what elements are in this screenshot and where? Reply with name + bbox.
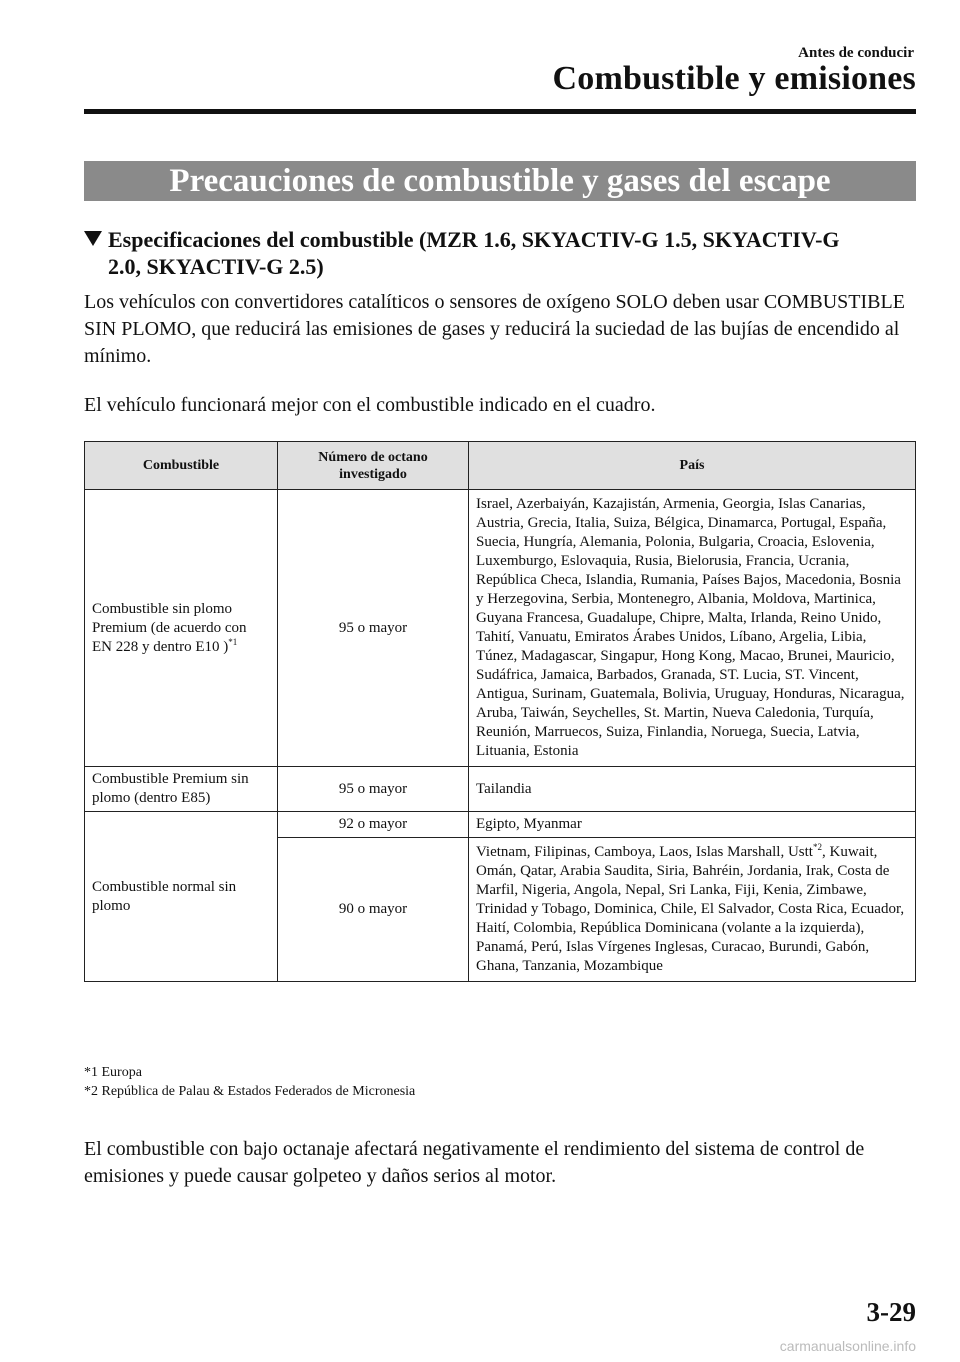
- footnote-ref: *2: [812, 842, 822, 852]
- footnotes: [84, 1063, 415, 1101]
- subheading: [84, 226, 916, 280]
- octane-cell: 92 o mayor: [278, 812, 469, 838]
- fuel-spec-table: [84, 441, 916, 982]
- countries-cell: Israel, Azerbaiyán, Kazajistán, Armenia, Georgia, Islas Canarias, Austria, Grecia, Italia, Suiza, Bélgica, Dinamarca, Portugal, España, Suecia, Hungría, Alemania, Polonia, Bulgaria, Croacia, Eslovenia, Luxemburgo, Eslovaquia, Rusia, Bielorusia, Francia, Ucrania, República Checa, Islandia, Rumania, Países Bajos, Macedonia, Bosnia y Herzegovina, Serbia, Montenegro, Albania, Moldova, Martinica, Guyana Francesa, Guadalupe, Chipre, Malta, Irlanda, Reino Unido, Tahití, Vanuatu, Emiratos Árabes Unidos, Líbano, Argelia, Libia, Túnez, Madagascar, Singapur, Hong Kong, Macao, Brunei, Mauricio, Sudáfrica, Jamaica, Barbados, Granada, ST. Lucia, ST. Vincent, Antigua, Surinam, Guatemala, Bolivia, Uruguay, Honduras, Nicaragua, Aruba, Taiwán, Seychelles, St. Martin, Nueva Caledonia, Turquía, Reunión, Marruecos, Suiza, Finlandia, Noruega, Suecia, Latvia, Lituania, Estonia: [469, 490, 916, 767]
- chart-intro-paragraph: El vehículo funcionará mejor con el combustible indicado en el cuadro.: [84, 394, 656, 416]
- header-country: País: [469, 442, 916, 490]
- fuel-cell: Combustible Premium sin plomo (dentro E85): [85, 767, 278, 812]
- intro-paragraph: Los vehículos con convertidores catalíticos o sensores de oxígeno SOLO deben usar COMBUSTIBLE SIN PLOMO, que reducirá las emisiones de gases y reducirá la suciedad de las bujías de encendido al mínimo.: [84, 291, 905, 367]
- footnote-1: *1 Europa: [84, 1065, 142, 1080]
- chapter-label: Antes de conducir: [798, 45, 914, 61]
- section-title: Combustible y emisiones: [552, 60, 916, 97]
- header-rule: [84, 109, 916, 114]
- fuel-cell: Combustible normal sin plomo: [85, 812, 278, 982]
- countries-text-a: Vietnam, Filipinas, Camboya, Laos, Islas Marshall, Ustt: [476, 844, 813, 860]
- countries-cell: Egipto, Myanmar: [469, 812, 916, 838]
- triangle-bullet-icon: [84, 231, 102, 246]
- fuel-cell: [85, 490, 278, 767]
- countries-cell: Tailandia: [469, 767, 916, 812]
- warning-paragraph: El combustible con bajo octanaje afectará negativamente el rendimiento del sistema de control de emisiones y puede causar golpeteo y daños serios al motor.: [84, 1138, 865, 1187]
- watermark: carmanualsonline.info: [779, 1338, 916, 1354]
- page-number: 3-29: [866, 1297, 916, 1327]
- subheading-line-1: Especificaciones del combustible (MZR 1.6, SKYACTIV-G 1.5, SKYACTIV-G: [108, 227, 840, 252]
- topic-banner: Precauciones de combustible y gases del escape: [84, 161, 916, 201]
- octane-cell: 95 o mayor: [278, 767, 469, 812]
- countries-text-b: , Kuwait, Omán, Qatar, Arabia Saudita, Siria, Bahréin, Jordania, Irak, Costa de Marfil, Nigeria, Angola, Nepal, Sri Lanka, Fiji, Kenia, Zimbawe, Trinidad y Tobago, Dominica, Chile, El Salvador, Costa Rica, Ecuador, Haití, Colombia, República Dominicana (volante a la izquierda), Panamá, Perú, Islas Vírgenes Inglesas, Curacao, Burundi, Gabón, Ghana, Tanzania, Mozambique: [476, 844, 905, 974]
- footnote-2: *2 República de Palau & Estados Federados de Micronesia: [84, 1084, 416, 1099]
- subheading-line-2: 2.0, SKYACTIV-G 2.5): [108, 254, 324, 279]
- table-row: [85, 812, 916, 838]
- table-row: [85, 767, 916, 812]
- countries-cell: [469, 838, 916, 982]
- fuel-text: Combustible sin plomo Premium (de acuerdo con EN 228 y dentro E10 ): [92, 600, 247, 655]
- octane-cell: 95 o mayor: [278, 490, 469, 767]
- table-header-row: [85, 442, 916, 490]
- header-octane: Número de octano investigado: [278, 442, 469, 490]
- octane-cell: 90 o mayor: [278, 838, 469, 982]
- footnote-ref: *1: [228, 636, 238, 647]
- header-fuel: Combustible: [85, 442, 278, 490]
- table-row: [85, 490, 916, 767]
